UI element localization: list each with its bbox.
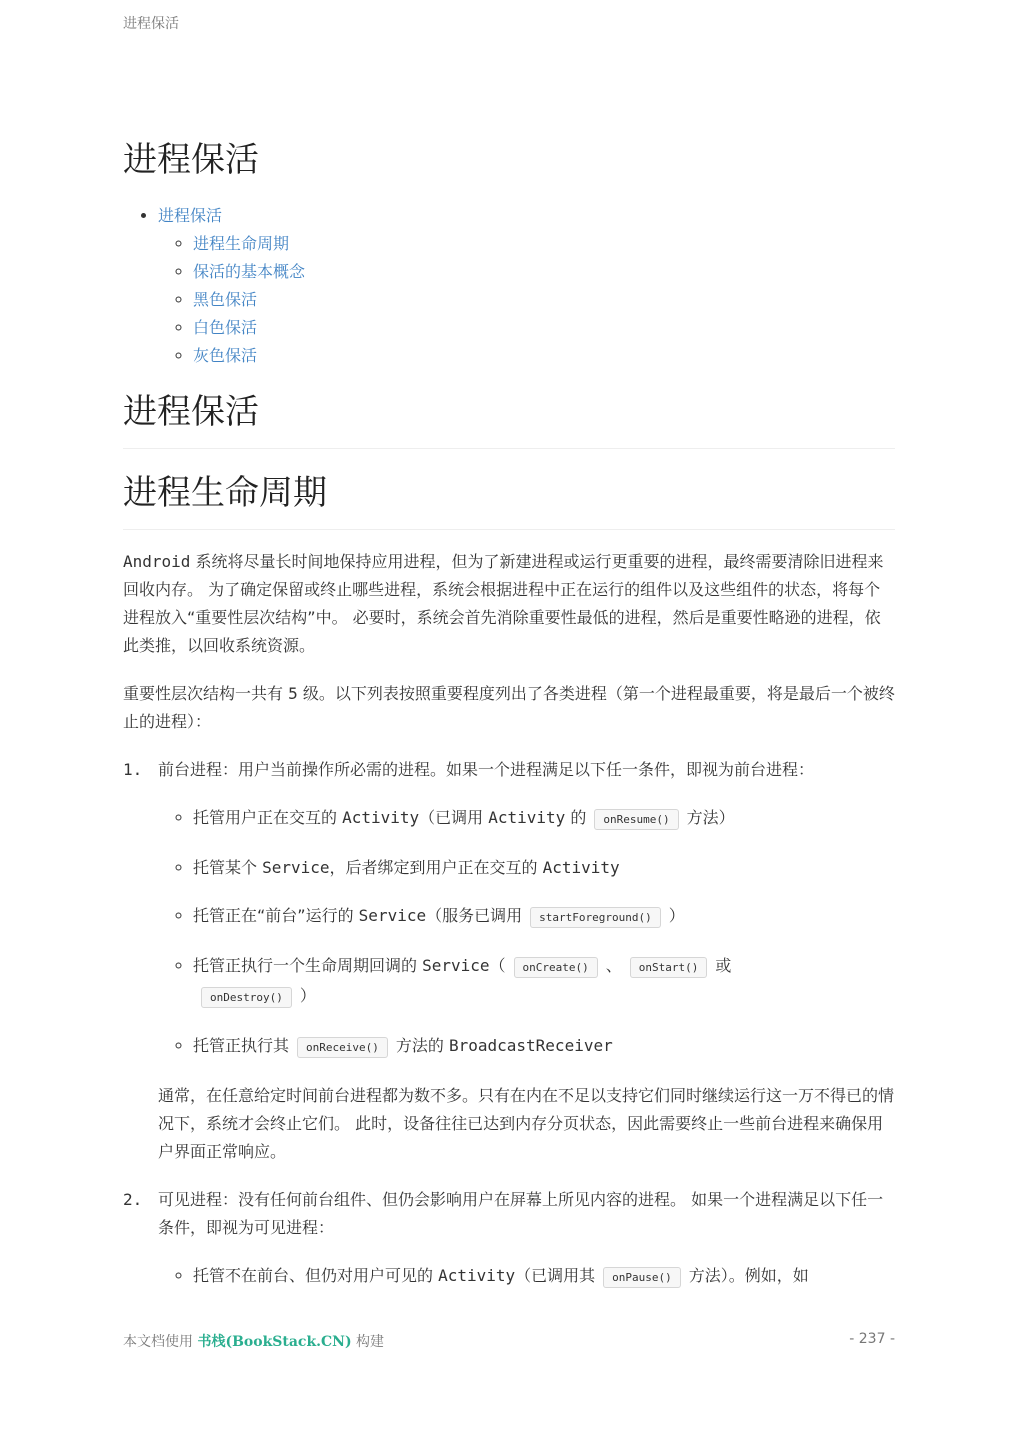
footer-text-before: 本文档使用 (123, 1334, 198, 1350)
term-android: Android (123, 552, 191, 571)
running-header: 进程保活 (123, 16, 179, 32)
condition-text: 托管正执行一个生命周期回调的 (193, 956, 423, 975)
condition-item (193, 1262, 895, 1292)
section-heading-main: 进程保活 (123, 388, 895, 449)
level-description: 前台进程：用户当前操作所必需的进程。如果一个进程满足以下任一条件，即视为前台进程： (158, 760, 815, 779)
condition-text: ，后者绑定到用户正在交互的 (329, 858, 543, 877)
term-service: Service (358, 906, 427, 925)
condition-text: 方法） (686, 808, 735, 827)
separator: 或 (715, 956, 732, 975)
code-onstart: onStart() (630, 957, 708, 978)
code-startforeground: startForeground() (530, 907, 661, 928)
toc-link-top[interactable]: 进程保活 (158, 206, 223, 225)
toc-item-top (158, 202, 895, 370)
toc-link-black[interactable]: 黑色保活 (193, 290, 258, 309)
list-number: 2. (123, 1190, 143, 1209)
condition-item (193, 1032, 895, 1062)
document-content (123, 136, 895, 1312)
toc-link-basic-concept[interactable]: 保活的基本概念 (193, 262, 306, 281)
condition-text: （ (489, 956, 506, 975)
term-service: Service (422, 956, 490, 975)
footer-brand-link[interactable]: 书栈(BookStack.CN) (197, 1334, 352, 1350)
code-onpause: onPause() (603, 1267, 681, 1288)
doc-title: 进程保活 (123, 140, 259, 180)
process-levels-list (123, 756, 895, 1292)
list-number: 1. (123, 760, 143, 779)
toc-link-gray[interactable]: 灰色保活 (193, 346, 258, 365)
toc-link-white[interactable]: 白色保活 (193, 318, 258, 337)
condition-text: （服务已调用 (426, 906, 523, 925)
intro-text: 系统将尽量长时间地保持应用进程，但为了新建进程或运行更重要的进程，最终需要清除旧进程来回收内存。 为了确定保留或终止哪些进程，系统会根据进程中正在运行的组件以及这些组件的状态，将每个进程放入“重要性层次结构”中。 必要时，系统会首先消除重要性最低的进程，然后是重要性略逊的进程，依此类推，以回收系统资源。 (123, 552, 884, 655)
page-number: - 237 - (849, 1331, 895, 1347)
condition-list (158, 804, 895, 1062)
condition-text: 的 (565, 808, 587, 827)
level-foreground (123, 756, 895, 1166)
section-heading-lifecycle: 进程生命周期 (123, 469, 895, 530)
toc-item (193, 314, 895, 342)
condition-text: 托管正在“前台”运行的 (193, 906, 359, 925)
condition-text: 托管某个 (193, 858, 263, 877)
hierarchy-text-after: 级。以下列表按照重要程度列出了各类进程（第一个进程最重要，将是最后一个被终止的进程）： (123, 684, 895, 731)
condition-text: 方法）。例如，如 (688, 1266, 809, 1285)
level-count: 5 (288, 684, 298, 703)
condition-text: （已调用 (419, 808, 489, 827)
condition-text: 托管正执行其 (193, 1036, 290, 1055)
foreground-note: 通常，在任意给定时间前台进程都为数不多。只有在内在不足以支持它们同时继续运行这一万不得已的情况下，系统才会终止它们。 此时，设备往往已达到内存分页状态，因此需要终止一些前台进程来确保用户界面正常响应。 (158, 1086, 895, 1161)
condition-text: 托管用户正在交互的 (193, 808, 343, 827)
condition-text: 托管不在前台、但仍对用户可见的 (193, 1266, 439, 1285)
term-activity: Activity (342, 808, 420, 827)
toc-item (193, 230, 895, 258)
hierarchy-text-before: 重要性层次结构一共有 (123, 684, 289, 703)
toc-item (193, 286, 895, 314)
footer-text-after: 构建 (351, 1334, 385, 1350)
separator: 、 (605, 956, 622, 975)
page-footer (123, 1331, 895, 1351)
code-oncreate: onCreate() (514, 957, 598, 978)
level-description: 可见进程：没有任何前台组件、但仍会影响用户在屏幕上所见内容的进程。 如果一个进程满足以下任一条件，即视为可见进程： (158, 1190, 884, 1237)
intro-paragraph (123, 548, 895, 660)
term-activity: Activity (542, 858, 620, 877)
code-ondestroy: onDestroy() (201, 987, 292, 1008)
condition-text: （已调用其 (515, 1266, 596, 1285)
condition-item (193, 902, 895, 932)
condition-list (158, 1262, 895, 1292)
condition-item (193, 952, 895, 1012)
term-broadcastreceiver: BroadcastReceiver (448, 1036, 613, 1055)
level-visible (123, 1186, 895, 1292)
toc-item (193, 258, 895, 286)
toc-link-lifecycle[interactable]: 进程生命周期 (193, 234, 290, 253)
term-activity: Activity (488, 808, 566, 827)
condition-item (193, 804, 895, 834)
term-service: Service (262, 858, 330, 877)
code-onresume: onResume() (594, 809, 678, 830)
hierarchy-paragraph (123, 680, 895, 736)
code-onreceive: onReceive() (297, 1037, 388, 1058)
table-of-contents (123, 202, 895, 370)
toc-item (193, 342, 895, 370)
condition-text: ） (668, 906, 685, 925)
condition-text: 方法的 (395, 1036, 449, 1055)
term-activity: Activity (438, 1266, 516, 1285)
condition-text: ） (299, 986, 316, 1005)
toc-sublist (158, 230, 895, 370)
condition-item (193, 854, 895, 882)
